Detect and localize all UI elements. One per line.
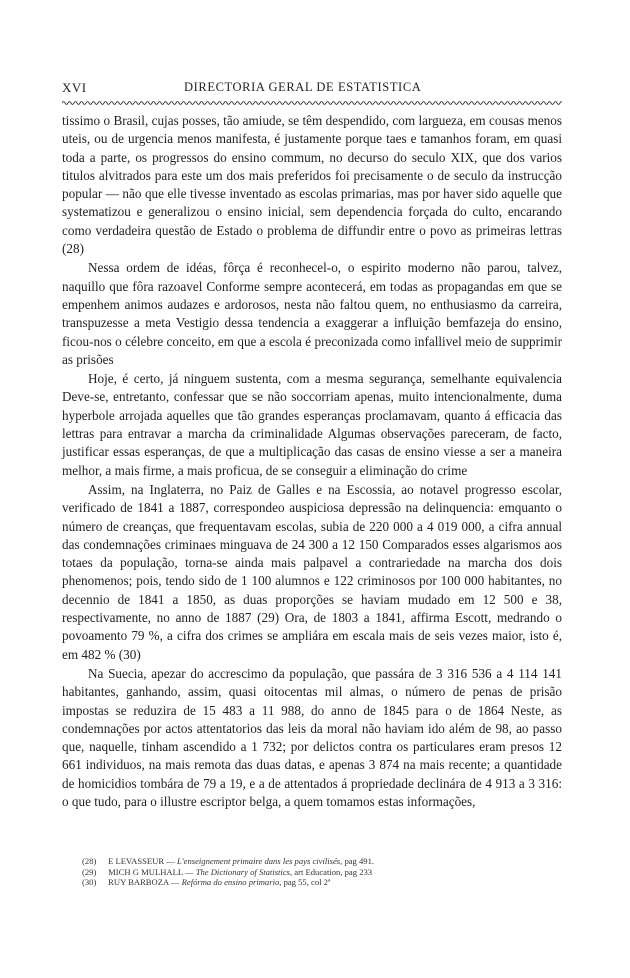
footnote-work: Refórma do ensino primario, [181,877,282,887]
page-header [62,80,560,100]
running-head: DIRECTORIA GERAL DE ESTATISTICA [184,80,422,94]
paragraph: tissimo o Brasil, cujas posses, tão amiude, se têm despendido, com largueza, em cousas menos uteis, ou de urgencia menos manifesta, é justamente porque taes e tamanhos foram, em quasi toda a parte, os progressos do ensino commum, no decurso do seculo XIX, que dos varios titulos alvitrados para este um dos mais preferidos foi precisamente o de seculo da instrucção popular — não que elle tivesse inventado as escolas primarias, mas por haver sido aquelle que systematizou e generalizou o ensino inicial, sem dependencia forçada do culto, encarando como verdadeira questão de Estado o problema de diffundir entre o povo as primeiras lettras (28) [62,113,562,257]
wavy-rule-divider [62,99,562,107]
footnote [82,877,552,888]
page-number: XVI [62,80,87,95]
footnote-details: pag 55, col 2ª [283,877,331,887]
paragraph: Nessa ordem de idéas, fôrça é reconhecel-o, o espirito moderno não parou, talvez, naquillo que fôra razoavel Conforme sempre acontecerá, em todas as propagandas em que se empenhem animos audazes e ardorosos, nesta não faltou quem, no enthusiasmo da carreira, transpuzesse a meta Vestigio dessa tendencia a exaggerar a influição bemfazeja do ensino, ficou-nos o célebre conceito, em que a escola é preconizada como infallivel meio de supprimir as prisões [62,260,562,367]
body-text [62,112,562,811]
paragraph: Hoje, é certo, já ninguem sustenta, com a mesma segurança, semelhante equivalencia Deve-se, entretanto, confessar que se não soccorriam apenas, muito intencionalmente, duma hyperbole arrojada aquelles que tão grandes esperanças proclamavam, quanto á efficacia das lettras para entravar a marcha da criminalidade Algumas observações pareceram, de facto, justificar essas esperanças, de que a multiplicação das casas de ensino viesse a ser a maneira melhor, a mais firme, a mais proficua, de se conseguir a eliminação do crime [62,371,562,478]
paragraph: Na Suecia, apezar do accrescimo da população, que passára de 3 316 536 a 4 114 141 habitantes, ganhando, assim, quasi oitocentas mil almas, o número de penas de prisão impostas se reduzira de 15 483 a 11 988, do anno de 1845 para o de 1864 Neste, as condemnações por actos attentatorios das leis da moral não haviam ido além de 98, ao passo que, naquelle, tinham ascendido a 1 732; por delictos contra os particulares eram presos 12 661 individuos, na mais remota das duas datas, e apenas 3 874 na mais recente; a quantidade de homicidios tombára de 79 a 19, e a de attentados á propriedade declinára de 4 913 a 3 316: o que tudo, para o illustre escriptor belga, a quem tomamos estas informações, [62,665,562,809]
footnote [82,856,552,867]
footnote-number: (30) [82,877,97,887]
footnote-work: The Dictionary of Statistics, [195,866,293,877]
footnote-author: MICH G MULHALL — [108,866,194,877]
footnote-number: (28) [82,856,97,866]
paragraph: Assim, na Inglaterra, no Paiz de Galles e na Escossia, ao notavel progresso escolar, verificado de 1841 a 1887, correspondeo auspiciosa depressão na delinquencia: emquanto o número de creanças, que frequentavam escolas, subia de 220 000 a 4 019 000, a cifra annual das condemnações criminaes minguava de 24 300 a 12 150 Comparados esses algarismos aos totaes da população, torna-se ainda mais palpavel a contrariedade na marcha dos dois phenomenos; pois, tendo sido de 1 100 alumnos e 122 criminosos por 100 000 habitantes, no decennio de 1841 a 1850, as duas proporções se haviam mudado em 12 500 e 38, respectivamente, no anno de 1887 (29) Ora, de 1803 a 1841, affirma Escott, medrando o povoamento 79 %, a cifra dos crimes se ampliára em escala mais de seis vezes maior, isto é, em 482 % (30) [62,481,562,662]
footnote-number: (29) [82,866,97,877]
footnotes [82,856,552,888]
footnote [82,867,552,878]
footnote-details: art Education, pag 233 [294,866,373,877]
footnote-author: RUY BARBOZA — [108,877,180,887]
footnote-details: pag 491. [344,856,375,866]
footnote-work: L'enseignement primaire dans les pays civilisés, [177,856,343,866]
footnote-author: E LEVASSEUR — [108,856,175,866]
